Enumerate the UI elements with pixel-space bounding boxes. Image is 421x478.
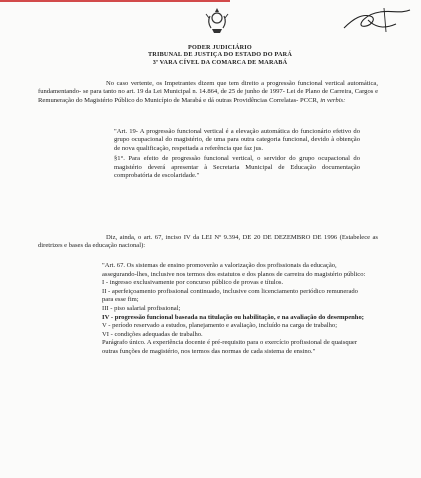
art-19-text: "Art. 19- A progressão funcional vertical é a elevação automática do funcionário efetivo do grupo ocupacional do magistério, de uma para outra categoria funcional, devido à obtenção de nova qualificação, respeitada a referência que faz jus. [114,128,360,152]
art-19-paragraph-1: §1°. Para efeito de progressão funcional vertical, o servidor do grupo ocupacional do magistério deverá apresentar à Secretaria Municipal de Educação documentação comprobatória de escolaridade." [114,155,360,180]
header-line-2: TRIBUNAL DE JUSTIÇA DO ESTADO DO PARÁ [147,51,292,59]
header-line-1: PODER JUDICIÁRIO [188,44,252,51]
art-67-item-4: IV - progressão funcional baseada na titulação ou habilitação, e na avaliação do desempenho; [102,313,364,321]
header-line-3: 3ª VARA CÍVEL DA COMARCA DE MARABÁ [152,58,288,66]
paragraph-2 [38,234,378,251]
art-67-item-3: III - piso salarial profissional; [102,304,181,312]
paragraph-1 [38,80,378,105]
art-67-item-5: V - período reservado a estudos, planejamento e avaliação, incluído na carga de trabalho; [102,322,338,330]
court-header [84,44,356,66]
quote-art-67 [102,262,370,357]
quote-art-19 [114,128,360,180]
art-67-item-1: I - ingresso exclusivamente por concurso público de provas e títulos. [102,279,284,287]
art-67-sole-paragraph: Parágrafo único. A experiência docente é pré-requisito para o exercício profissional de quaisquer outras funções de magistério, nos termos das normas de cada sistema de ensino." [102,339,358,355]
top-edge-line [0,0,230,2]
art-67-item-6: VI - condições adequadas de trabalho. [102,330,203,338]
art-67-intro: "Art. 67. Os sistemas de ensino promoverão a valorização dos profissionais da educação, assegurando-lhes, inclusive nos termos dos estatutos e dos planos de carreira do magistério público: [102,262,366,278]
paragraph-1-text: No caso vertente, os Impetrantes dizem que tem direito a progressão funcional vertical automática, fundamentando- se para tanto no art. 19 da Lei Municipal n. 14.864, de 25 de junho de 1997- Lei de Plano de Carreira, Cargos e Remuneração do Magistério Público do Município de Marabá e dá outras Providências Correlatas- PCCR, [38,80,378,104]
paragraph-2-text: Diz, ainda, o art. 67, inciso IV da LEI Nº 9.394, DE 20 DE DEZEMBRO DE 1996 (Estabelece as diretrizes e bases da educação nacional): [38,234,378,250]
coat-of-arms-icon [200,6,234,36]
art-67-item-2: II - aperfeiçoamento profissional continuado, inclusive com licenciamento periódico remunerado para esse fim; [102,287,358,304]
in-verbis: in verbis: [320,96,346,104]
handwritten-signature [340,6,414,36]
